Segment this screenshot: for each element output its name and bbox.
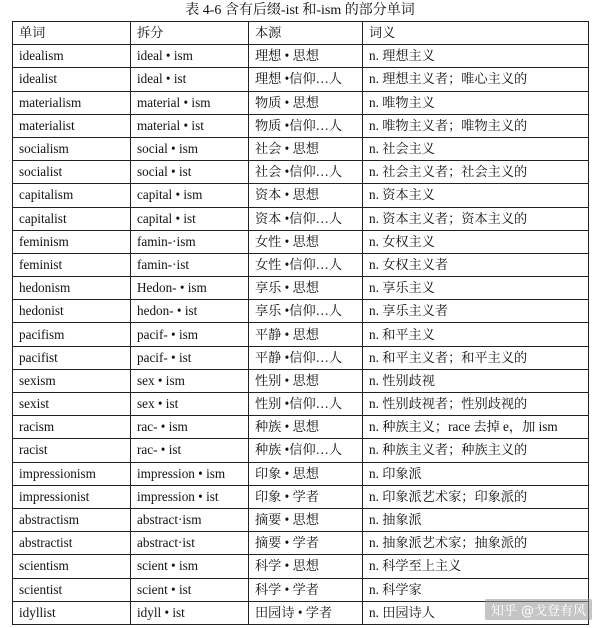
word-cell: abstractism	[13, 508, 131, 531]
table-row	[13, 114, 589, 137]
split-cell: Hedon- • ism	[131, 277, 249, 300]
origin-cell: 理想 • 思想	[249, 45, 363, 68]
table-row	[13, 393, 589, 416]
split-cell: impression • ist	[131, 485, 249, 508]
origin-cell: 科学 • 思想	[249, 555, 363, 578]
meaning-cell: n. 种族主义；race 去掉 e，加 ism	[363, 416, 589, 439]
meaning-cell: n. 唯物主义者；唯物主义的	[363, 114, 589, 137]
split-cell: capital • ism	[131, 184, 249, 207]
word-cell: abstractist	[13, 532, 131, 555]
split-cell: famin-·ist	[131, 253, 249, 276]
meaning-cell: n. 抽象派艺术家；抽象派的	[363, 532, 589, 555]
word-cell: sexism	[13, 369, 131, 392]
word-cell: idealist	[13, 68, 131, 91]
split-cell: scient • ist	[131, 578, 249, 601]
word-cell: idealism	[13, 45, 131, 68]
table-row	[13, 277, 589, 300]
meaning-cell: n. 资本主义	[363, 184, 589, 207]
split-cell: material • ist	[131, 114, 249, 137]
meaning-cell: n. 性别歧视者；性别歧视的	[363, 393, 589, 416]
meaning-cell: n. 唯物主义	[363, 91, 589, 114]
table-row	[13, 253, 589, 276]
origin-cell: 科学 • 学者	[249, 578, 363, 601]
split-cell: scient • ism	[131, 555, 249, 578]
table-row	[13, 346, 589, 369]
meaning-cell: n. 资本主义者；资本主义的	[363, 207, 589, 230]
table-row	[13, 230, 589, 253]
table-row	[13, 462, 589, 485]
origin-cell: 性别 • 思想	[249, 369, 363, 392]
meaning-cell: n. 和平主义者；和平主义的	[363, 346, 589, 369]
meaning-cell: n. 科学至上主义	[363, 555, 589, 578]
table-row	[13, 68, 589, 91]
split-cell: pacif- • ism	[131, 323, 249, 346]
origin-cell: 摘要 • 学者	[249, 532, 363, 555]
split-cell: social • ism	[131, 137, 249, 160]
header-word: 单词	[13, 22, 131, 45]
origin-cell: 印象 • 学者	[249, 485, 363, 508]
origin-cell: 享乐 •信仰…人	[249, 300, 363, 323]
meaning-cell: n. 科学家	[363, 578, 589, 601]
word-cell: idyllist	[13, 601, 131, 624]
word-cell: materialist	[13, 114, 131, 137]
word-cell: pacifist	[13, 346, 131, 369]
split-cell: sex • ist	[131, 393, 249, 416]
split-cell: impression • ism	[131, 462, 249, 485]
split-cell: abstract·ism	[131, 508, 249, 531]
table-header-row	[13, 22, 589, 45]
meaning-cell: n. 和平主义	[363, 323, 589, 346]
table-row	[13, 369, 589, 392]
split-cell: famin-·ism	[131, 230, 249, 253]
meaning-cell: n. 社会主义	[363, 137, 589, 160]
word-cell: pacifism	[13, 323, 131, 346]
word-cell: socialist	[13, 161, 131, 184]
origin-cell: 种族 •信仰…人	[249, 439, 363, 462]
split-cell: idyll • ist	[131, 601, 249, 624]
header-meaning: 词义	[363, 22, 589, 45]
table-row	[13, 439, 589, 462]
origin-cell: 物质 •信仰…人	[249, 114, 363, 137]
origin-cell: 平静 • 思想	[249, 323, 363, 346]
word-cell: impressionist	[13, 485, 131, 508]
split-cell: rac- • ism	[131, 416, 249, 439]
table-row	[13, 184, 589, 207]
origin-cell: 印象 • 思想	[249, 462, 363, 485]
word-cell: socialism	[13, 137, 131, 160]
origin-cell: 性别 •信仰…人	[249, 393, 363, 416]
table-row	[13, 161, 589, 184]
table-row	[13, 532, 589, 555]
word-cell: racist	[13, 439, 131, 462]
origin-cell: 享乐 • 思想	[249, 277, 363, 300]
meaning-cell: n. 印象派	[363, 462, 589, 485]
meaning-cell: n. 享乐主义者	[363, 300, 589, 323]
meaning-cell: n. 享乐主义	[363, 277, 589, 300]
word-cell: scientist	[13, 578, 131, 601]
word-cell: sexist	[13, 393, 131, 416]
word-cell: feminism	[13, 230, 131, 253]
header-origin: 本源	[249, 22, 363, 45]
split-cell: rac- • ist	[131, 439, 249, 462]
meaning-cell: n. 印象派艺术家；印象派的	[363, 485, 589, 508]
word-cell: racism	[13, 416, 131, 439]
table-body	[13, 45, 589, 625]
word-cell: materialism	[13, 91, 131, 114]
origin-cell: 平静 •信仰…人	[249, 346, 363, 369]
table-row	[13, 508, 589, 531]
origin-cell: 资本 • 思想	[249, 184, 363, 207]
origin-cell: 田园诗 • 学者	[249, 601, 363, 624]
origin-cell: 资本 •信仰…人	[249, 207, 363, 230]
watermark: 知乎 @戈登有风	[485, 599, 592, 620]
table-row	[13, 485, 589, 508]
word-cell: capitalism	[13, 184, 131, 207]
meaning-cell: n. 社会主义者；社会主义的	[363, 161, 589, 184]
table-row	[13, 207, 589, 230]
split-cell: social • ist	[131, 161, 249, 184]
meaning-cell: n. 种族主义者；种族主义的	[363, 439, 589, 462]
word-cell: capitalist	[13, 207, 131, 230]
table-caption: 表 4-6 含有后缀-ist 和-ism 的部分单词	[185, 3, 415, 18]
word-cell: hedonism	[13, 277, 131, 300]
table-row	[13, 416, 589, 439]
header-split: 拆分	[131, 22, 249, 45]
meaning-cell: n. 田园诗人	[363, 601, 589, 624]
meaning-cell: n. 理想主义	[363, 45, 589, 68]
split-cell: pacif- • ist	[131, 346, 249, 369]
split-cell: material • ism	[131, 91, 249, 114]
table-row	[13, 45, 589, 68]
split-cell: capital • ist	[131, 207, 249, 230]
origin-cell: 摘要 • 思想	[249, 508, 363, 531]
origin-cell: 社会 •信仰…人	[249, 161, 363, 184]
table-row	[13, 91, 589, 114]
split-cell: sex • ism	[131, 369, 249, 392]
origin-cell: 女性 • 思想	[249, 230, 363, 253]
meaning-cell: n. 抽象派	[363, 508, 589, 531]
origin-cell: 物质 • 思想	[249, 91, 363, 114]
word-cell: scientism	[13, 555, 131, 578]
origin-cell: 社会 • 思想	[249, 137, 363, 160]
table-row	[13, 300, 589, 323]
split-cell: abstract·ist	[131, 532, 249, 555]
meaning-cell: n. 性别歧视	[363, 369, 589, 392]
split-cell: hedon- • ist	[131, 300, 249, 323]
origin-cell: 种族 • 思想	[249, 416, 363, 439]
origin-cell: 理想 •信仰…人	[249, 68, 363, 91]
origin-cell: 女性 •信仰…人	[249, 253, 363, 276]
table-row	[13, 137, 589, 160]
split-cell: ideal • ist	[131, 68, 249, 91]
word-cell: hedonist	[13, 300, 131, 323]
meaning-cell: n. 理想主义者；唯心主义的	[363, 68, 589, 91]
meaning-cell: n. 女权主义者	[363, 253, 589, 276]
split-cell: ideal • ism	[131, 45, 249, 68]
table-row	[13, 555, 589, 578]
vocabulary-table	[12, 21, 589, 625]
table-row	[13, 578, 589, 601]
meaning-cell: n. 女权主义	[363, 230, 589, 253]
word-cell: feminist	[13, 253, 131, 276]
table-row	[13, 323, 589, 346]
word-cell: impressionism	[13, 462, 131, 485]
